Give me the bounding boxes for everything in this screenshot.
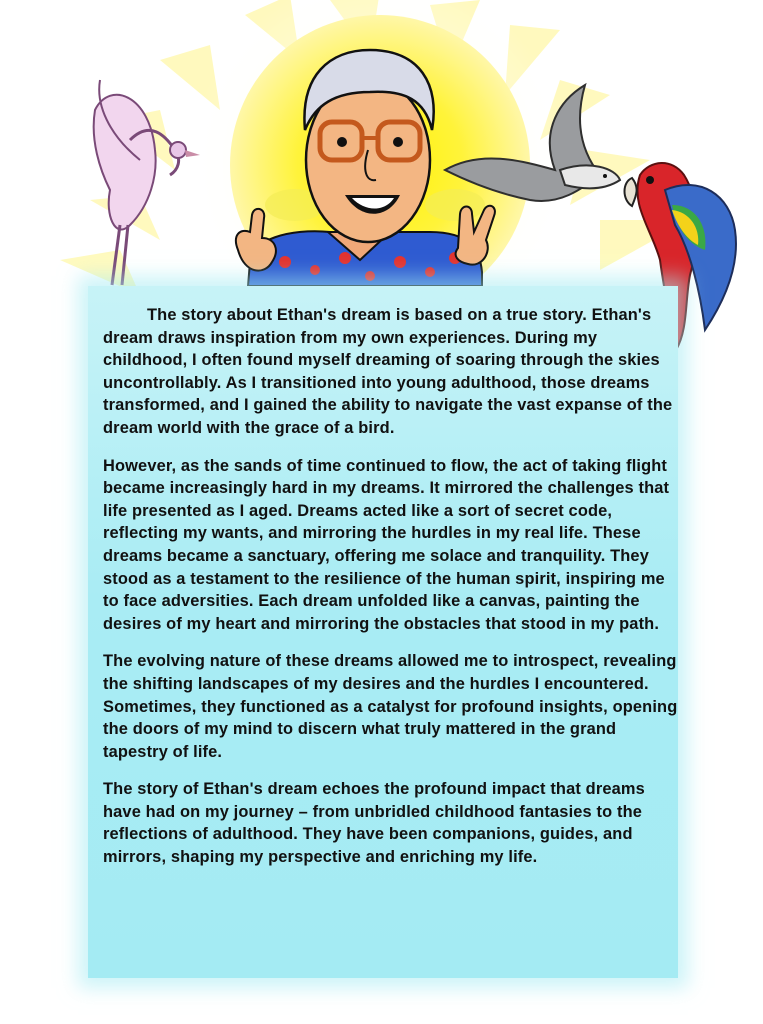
story-paragraph-2: However, as the sands of time continued to flow, the act of taking flight became increasingly hard in my dreams. It mirrored the challenges that life presented as I aged. Dreams acted like a sort of secret code, reflecting my wants, and mirroring the hurdles in my real life. These dreams became a sanctuary, offering me solace and tranquility. They stood as a testament to the resilience of the human spirit, inspiring me to face adversities. Each dream unfolded like a canvas, painting the desires of my heart and mirroring the obstacles that stood in my path. xyxy=(103,456,670,633)
story-paragraph-3: The evolving nature of these dreams allowed me to introspect, revealing the shifting landscapes of my desires and the hurdles I encountered. Sometimes, they functioned as a catalyst for profound insights, opening the doors of my mind to discern what truly mattered in the grand tapestry of life. xyxy=(103,652,678,761)
story-paragraph-4: The story of Ethan's dream echoes the profound impact that dreams have had on my journey – from unbridled childhood fantasies to the reflections of adulthood. They have been companions, guides, and mirrors, shaping my perspective and enriching my life. xyxy=(103,780,645,867)
story-text xyxy=(103,304,678,884)
story-paragraph-1: The story about Ethan's dream is based on a true story. Ethan's dream draws inspiration from my own experiences. During my childhood, I often found myself dreaming of soaring through the skies uncontrollably. As I transitioned into young adulthood, those dreams transformed, and I gained the ability to navigate the vast expanse of the dream world with the grace of a bird. xyxy=(103,306,673,437)
